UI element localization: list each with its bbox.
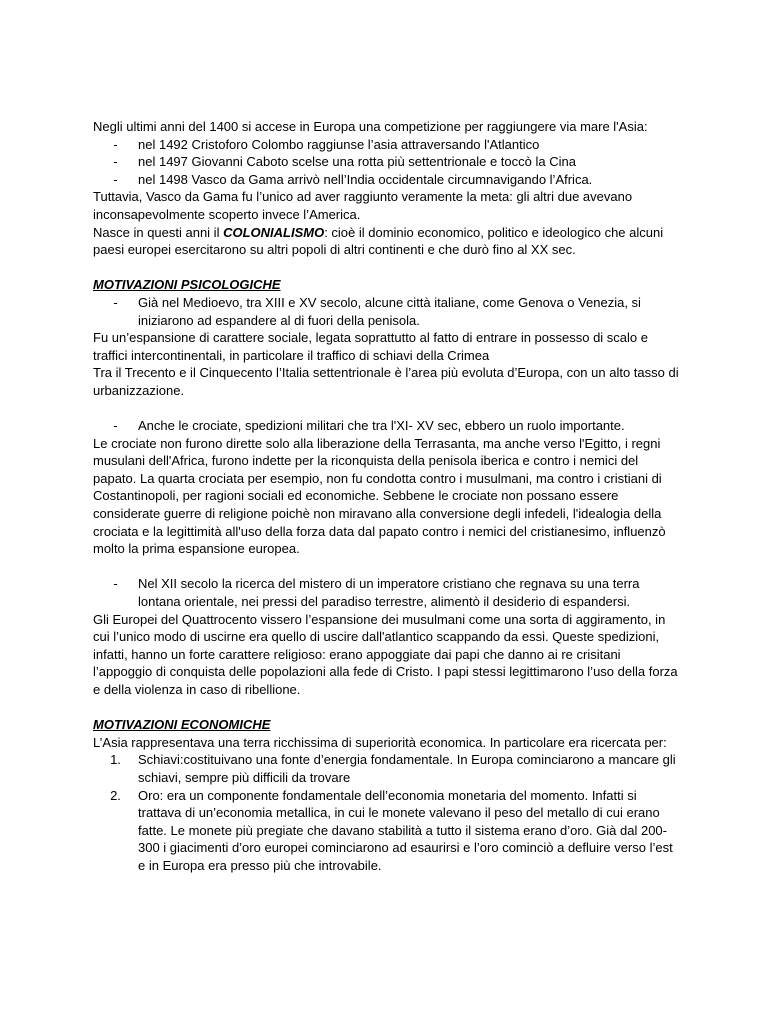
psych-paragraph-4: Gli Europei del Quattrocento vissero l’espansione dei musulmani come una sorta di aggiramento, in cui l’unico modo di uscirne era quello di uscire dall'atlantico scappando da essi. Queste spedizioni, infatti, hanno un forte carattere religioso: erano appoggiate dai papi che danno ai re crisitani l’appoggio di conquista delle popolazioni alla fede di Cristo. I papi stessi legittimarono l’uso della forza e della violenza in caso di ribellione. xyxy=(93,611,678,697)
numbered-item-text: Schiavi:costituivano una fonte d’energia fondamentale. In Europa cominciarono a mancare gli schiavi, sempre più difficili da trovare xyxy=(138,752,676,785)
list-dash: - xyxy=(113,154,118,170)
list-item xyxy=(93,294,683,329)
list-item-text: Nel XII secolo la ricerca del mistero di un imperatore cristiano che regnava su una terra lontana orientale, nei pressi del paradiso terrestre, alimentò il desiderio di espandersi. xyxy=(138,576,640,610)
list-dash: - xyxy=(113,136,118,152)
list-dash: - xyxy=(113,171,118,187)
list-item-text: nel 1497 Giovanni Caboto scelse una rotta più settentrionale e toccò la Cina xyxy=(138,154,576,170)
numbered-item xyxy=(93,751,683,786)
list-item xyxy=(93,136,683,154)
colonialism-text-before: Nasce in questi anni il xyxy=(93,224,224,240)
econ-paragraph-1: L’Asia rappresentava una terra ricchissima di superiorità economica. In particolare era ricercata per: xyxy=(93,734,667,750)
list-dash: - xyxy=(113,294,118,310)
list-item-text: Anche le crociate, spedizioni militari che tra l'XI- XV sec, ebbero un ruolo importante. xyxy=(138,418,625,434)
numbered-item xyxy=(93,787,683,875)
list-item xyxy=(93,575,683,610)
section-heading-psychological: MOTIVAZIONI PSICOLOGICHE xyxy=(93,277,281,293)
list-item-text: nel 1492 Cristoforo Colombo raggiunse l’asia attraversando l'Atlantico xyxy=(138,136,540,152)
intro-paragraph: Negli ultimi anni del 1400 si accese in Europa una competizione per raggiungere via mare l'Asia: xyxy=(93,119,648,134)
intro-paragraph-2: Tuttavia, Vasco da Gama fu l’unico ad aver raggiunto veramente la meta: gli altri due avevano inconsapevolmente scoperto invece l’America. xyxy=(93,189,633,222)
psych-paragraph-3: Le crociate non furono dirette solo alla liberazione della Terrasanta, ma anche verso l'Egitto, i regni musulani dell'Africa, furono indette per la riconquista della penisola iberica e contro i nemici del papato. La quarta crociata per esempio, non fu condotta contro i musulmani, ma contro i cristiani di Costantinopoli, per ragioni sociali ed economiche. Sebbene le crociate non possano essere considerate guerre di religione poichè non miravano alla conversione degli infedeli, l'idealogia della crociata e la legittimità all'uso della forza data dal papato contro i nemici del cristianesimo, influenzò molto la prima espansione europea. xyxy=(93,435,666,557)
psych-paragraph-2: Tra il Trecento e il Cinquecento l’Italia settentrionale è l’area più evoluta d’Europa, con un alto tasso di urbanizzazione. xyxy=(93,365,679,398)
list-dash: - xyxy=(113,576,118,592)
psych-paragraph-1: Fu un’espansione di carattere sociale, legata soprattutto al fatto di entrare in possesso di scalo e traffici intercontinentali, in particolare il traffico di schiavi della Crimea xyxy=(93,330,648,363)
document-page xyxy=(93,118,683,875)
list-number: 2. xyxy=(110,787,121,803)
list-number: 1. xyxy=(110,752,121,768)
list-item xyxy=(93,171,683,189)
section-heading-economic: MOTIVAZIONI ECONOMICHE xyxy=(93,717,271,733)
list-item xyxy=(93,153,683,171)
numbered-item-text: Oro: era un componente fondamentale dell’economia monetaria del momento. Infatti si trattava di un’economia metallica, in cui le monete valevano il peso del metallo di cui erano fatte. Le monete più pregiate che davano stabilità a tutto il sistema erano d’oro. Già dal 200-300 i giacimenti d’oro europei cominciarono ad esaurirsi e l’oro cominciò a defluire verso l’est e in Europa era presso più che introvabile. xyxy=(138,787,673,873)
list-dash: - xyxy=(113,418,118,434)
colonialism-text-after: : cioè il dominio economico, politico e ideologico che alcuni paesi europei esercitarono su altri popoli di altri continenti e che durò fino al XX sec. xyxy=(93,224,664,258)
colonialism-paragraph xyxy=(93,224,683,259)
list-item xyxy=(93,417,683,435)
list-item-text: nel 1498 Vasco da Gama arrivò nell’India occidentale circumnavigando l’Africa. xyxy=(138,171,593,187)
list-item-text: Già nel Medioevo, tra XIII e XV secolo, alcune città italiane, come Genova o Venezia, si iniziarono ad espandere al di fuori della penisola. xyxy=(138,294,641,328)
colonialism-term: COLONIALISMO xyxy=(223,224,325,240)
